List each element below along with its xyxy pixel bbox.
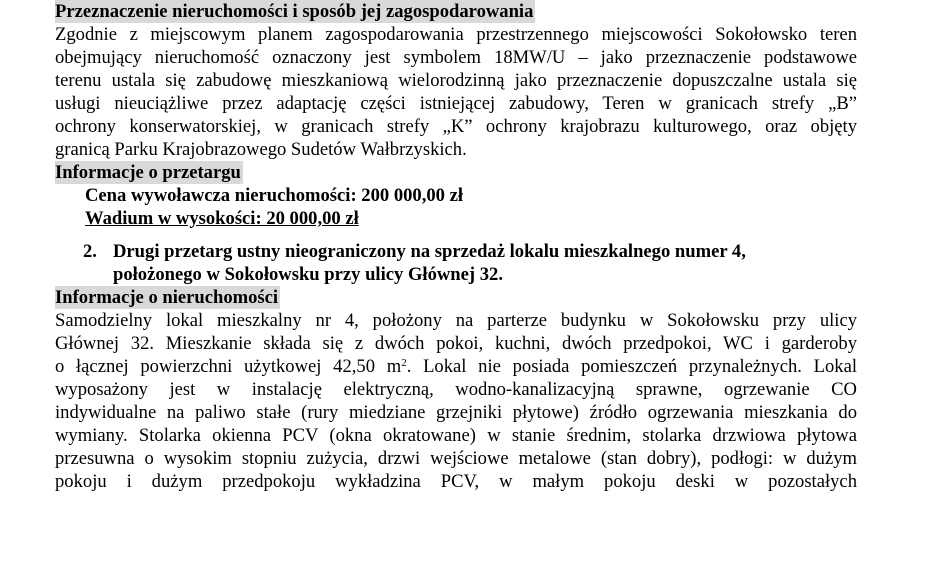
spacer [55, 230, 857, 240]
deposit-amount: Wadium w wysokości: 20 000,00 zł [85, 208, 359, 229]
paragraph-line: wyposażony jest w instalację elektryczną, wodno-kanalizacyjną sprawne, ogrzewanie CO [55, 379, 857, 400]
paragraph-line-area [55, 355, 857, 378]
area-text: o łącznej powierzchni użytkowej 42,50 m [55, 356, 402, 377]
section-heading-tender: Informacje o przetargu [55, 162, 241, 183]
paragraph-line: ochrony konserwatorskiej, w granicach strefy „K” ochrony krajobrazu kulturowego, oraz objęty [55, 116, 857, 137]
paragraph-line: obejmujący nieruchomość oznaczony jest symbolem 18MW/U – jako przeznaczenie podstawowe [55, 47, 857, 68]
deposit-line [55, 207, 857, 230]
section-heading-property: Informacje o nieruchomości [55, 287, 279, 308]
paragraph-line: przesuwna o wysokim stopniu zużycia, drzwi wejściowe metalowe (stan dobry), podłogi: w dużym [55, 448, 857, 469]
paragraph-line: Głównej 32. Mieszkanie składa się z dwóch pokoi, kuchni, dwóch przedpokoi, WC i garderoby [55, 333, 857, 354]
paragraph-line-last: granicą Parku Krajobrazowego Sudetów Wałbrzyskich. [55, 139, 467, 160]
paragraph-line: Zgodnie z miejscowym planem zagospodarowania przestrzennego miejscowości Sokołowsko teren [55, 24, 857, 45]
paragraph-line: indywidualne na paliwo stałe (rury miedziane grzejniki płytowe) źródło ogrzewania mieszkania do [55, 402, 857, 423]
list-item-text-1: Drugi przetarg ustny nieograniczony na sprzedaż lokalu mieszkalnego numer 4, [113, 241, 746, 262]
section-heading-purpose-line [55, 0, 857, 23]
section-heading-tender-line [55, 161, 857, 184]
area-unit-superscript: 2 [401, 357, 407, 369]
list-item-line-2 [55, 263, 857, 286]
section-heading-purpose: Przeznaczenie nieruchomości i sposób jej zagospodarowania [55, 1, 534, 22]
starting-price: Cena wywoławcza nieruchomości: 200 000,00 zł [85, 185, 464, 206]
document-page [55, 0, 857, 493]
paragraph-line: wymiany. Stolarka okienna PCV (okna okratowane) w stanie średnim, stolarka drzwiowa płytowa [55, 425, 857, 446]
section-heading-property-line [55, 286, 857, 309]
area-text-continued: . Lokal nie posiada pomieszczeń przynależnych. Lokal [406, 356, 858, 377]
list-item-number: 2. [83, 241, 97, 262]
paragraph-line: pokoju i dużym przedpokoju wykładzina PCV, w małym pokoju deski w pozostałych [55, 471, 857, 492]
list-item-text-2: położonego w Sokołowsku przy ulicy Głównej 32. [113, 264, 503, 285]
paragraph-line: Samodzielny lokal mieszkalny nr 4, położony na parterze budynku w Sokołowsku przy ulicy [55, 310, 857, 331]
paragraph-line: usługi nieuciążliwe przez adaptację części istniejącej zabudowy, Teren w granicach strefy „B” [55, 93, 857, 114]
paragraph-line: terenu ustala się zabudowę mieszkaniową wielorodzinną jako przeznaczenie dopuszczalne ustala się [55, 70, 857, 91]
list-item-line-1 [55, 240, 857, 263]
